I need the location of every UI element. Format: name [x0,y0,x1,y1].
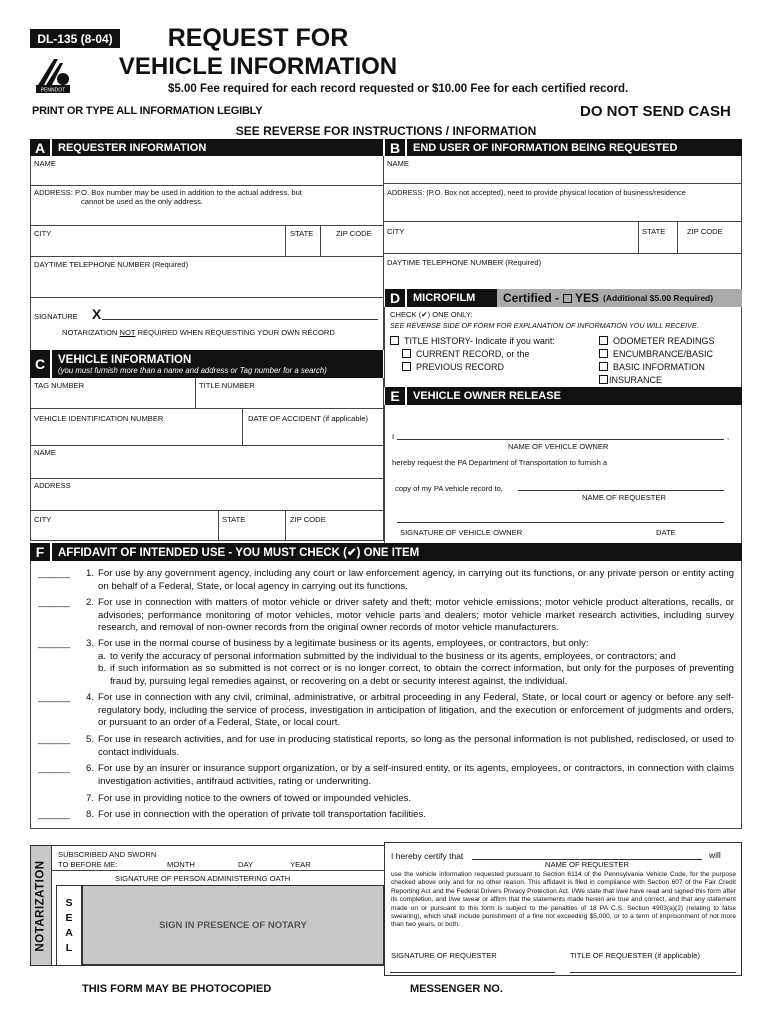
sub-text: to verify the accuracy of personal information submitted by the individual to the business or its agents, employees, or contractors; and [110,650,676,662]
seal-letter: A [65,926,73,939]
note-not: NOT [119,328,136,337]
divider [30,185,384,186]
requester-signature-line[interactable] [390,972,555,973]
item-number: 2. [86,597,95,608]
tag-number-field[interactable]: TAG NUMBER [34,381,85,390]
owner-name-caption: NAME OF VEHICLE OWNER [508,442,609,451]
divider [242,408,243,445]
seal-letter: E [65,911,73,924]
divider [30,297,384,298]
encumbrance-option[interactable] [599,349,713,359]
use-item-4[interactable] [38,692,734,730]
section-c-header [30,350,383,378]
before-me-label: TO BEFORE ME: [58,860,118,869]
insurance-option[interactable] [599,375,662,385]
title-line-2: VEHICLE INFORMATION [118,53,398,80]
subscribed-label: SUBSCRIBED AND SWORN [58,850,157,859]
end-user-name-field[interactable]: NAME [387,159,409,168]
section-letter: C [30,350,52,378]
item-text: For use by any government agency, including any court or law enforcement agency, in carrying out its functions, or any private person or entity acting on behalf of a Federal, State, or local agency in carrying out its functions. [98,568,734,592]
use-item-1[interactable] [38,568,734,593]
section-d-box [384,307,742,387]
item-number: 3. [86,638,95,649]
title-line-1: REQUEST FOR [167,24,349,52]
additional-fee-label: (Additional $5.00 Required) [603,293,714,303]
address-label: ADDRESS: [34,188,73,197]
section-title: REQUESTER INFORMATION [58,141,207,154]
item-number: 8. [86,809,95,820]
end-user-state-field[interactable]: STATE [642,227,666,236]
sub-text: if such information as so submitted is not correct or is no longer correct, to obtain the correct information, but only for the purposes of preventing fraud by, pursuing legal remedies against, or recovering on a debt or security interest against, the individual. [110,663,734,687]
divider [30,225,384,226]
use-item-6[interactable] [38,763,734,788]
photocopy-note: THIS FORM MAY BE PHOTOCOPIED [82,983,272,995]
owner-address-field[interactable]: ADDRESS [34,481,71,490]
section-c-box [30,378,384,541]
section-letter: F [30,543,52,561]
section-title: MICROFILM [413,292,476,304]
title-history-option[interactable] [390,336,555,346]
seal-letter: S [65,896,73,909]
use-item-5[interactable] [38,734,734,759]
yes-label: YES [575,291,600,305]
item-text: For use in the normal course of business by a legitimate business or its agents, employees, or contractors, but only: [98,638,589,649]
requester-name-field[interactable]: NAME [34,159,56,168]
requester-zip-field[interactable]: ZIP CODE [336,229,372,238]
sub-label: b. [98,663,107,675]
requester-name-line[interactable] [518,490,724,491]
item-text: For use in research activities, and for use in producing statistical reports, so long as the personal information is not published, redisclosed, or used to contact individuals. [98,734,734,758]
year-field[interactable]: YEAR [290,860,311,869]
requester-title-caption: TITLE OF REQUESTER (if applicable) [570,951,700,960]
check-blank[interactable]: ______ [38,597,71,608]
owner-name-field[interactable]: NAME [34,448,56,457]
form-number [30,29,120,48]
section-b-header [385,139,742,156]
end-user-phone-field[interactable]: DAYTIME TELEPHONE NUMBER (Required) [387,258,542,267]
checkbox[interactable] [402,349,411,358]
section-title: VEHICLE INFORMATION [58,353,192,366]
checkbox[interactable] [599,336,608,345]
owner-zip-field[interactable]: ZIP CODE [290,515,326,524]
svg-text:PENNDOT: PENNDOT [40,87,66,93]
day-field[interactable]: DAY [238,860,254,869]
check-one-label: CHECK (✔) ONE ONLY: [390,310,473,319]
checkbox[interactable] [599,375,608,384]
owner-name-line[interactable] [397,439,724,440]
certify-text: I hereby certify that [391,851,464,861]
month-field[interactable]: MONTH [167,860,195,869]
owner-state-field[interactable]: STATE [222,515,246,524]
divider [30,408,384,409]
end-user-zip-field[interactable]: ZIP CODE [687,227,723,236]
item-text: For use by an insurer or insurance support organization, or by a self-insured entity, or its agents, employees, or contractors, in connection with claims investigation activities, antifraud activities, rating or underwriting. [98,763,734,787]
section-letter: E [385,387,407,405]
section-e-header [385,387,742,405]
owner-signature-caption: SIGNATURE OF VEHICLE OWNER [400,528,523,537]
owner-signature-line[interactable] [397,522,724,523]
item-number: 7. [86,793,95,804]
note-part: NOTARIZATION [62,328,120,337]
item-text: For use in connection with any civil, criminal, administrative, or arbitral proceeding in any Federal, State, or local court or agency or before any self-regulatory body, including the service of process, investigation in anticipation of litigation, and the execution or enforcement of judgments and orders, or pursuant to an order of a Federal, State, or local court. [98,692,734,729]
signature-label: SIGNATURE [34,312,78,321]
option-label: CURRENT RECORD, or the [416,349,530,359]
option-label: PREVIOUS RECORD [416,362,505,372]
divider [218,510,219,540]
address-note: P.O. Box number may be used in addition to the actual address, but [74,188,302,197]
use-item-2[interactable] [38,597,734,635]
item-number: 6. [86,763,95,774]
odometer-option[interactable] [599,336,715,346]
divider [320,225,321,256]
checkbox[interactable] [402,362,411,371]
certification-body: use the vehicle information requested pursuant to Section 6114 of the Pennsylvania Vehicle Code, for the purpose checked above only and for no other reason. This affidavit is filed in compliance with Section 607 of the Fair Credit Reporting Act and the Federal Drivers Privacy Protection Act. I/We state that I/we have read and signed this form after its completion, and I/we swear or affirm that the statements made herein are true and correct, and that any statement made on or pursuant to this form is subject to the penalties of 18 PA C.S. Section 4903(a)(2) (relating to false swearing), which shall include punishment of a fine not exceeding $5,000, or to a term of imprisonment of not more than two years, or both. [391,871,736,929]
item-number: 4. [86,692,95,703]
section-subtitle: (you must furnish more than a name and address or Tag number for a search) [58,365,327,375]
requester-state-field[interactable]: STATE [290,229,314,238]
end-user-city-field[interactable]: CITY [387,227,405,236]
requester-city-field[interactable]: CITY [34,229,52,238]
signature-x: X [92,306,102,322]
messenger-number-field[interactable]: MESSENGER NO. [410,983,503,995]
section-letter: D [385,289,407,307]
requester-signature-caption: SIGNATURE OF REQUESTER [391,951,497,960]
vin-field[interactable]: VEHICLE IDENTIFICATION NUMBER [34,414,164,423]
divider [30,256,384,257]
title-number-field[interactable]: TITLE NUMBER [199,381,255,390]
option-label: TITLE HISTORY- Indicate if you want: [404,336,555,346]
sign-notice: SIGN IN PRESENCE OF NOTARY [159,919,307,931]
address-note-2: cannot be used as the only address. [81,197,204,206]
divider [195,378,196,408]
divider [30,510,384,511]
option-label: BASIC INFORMATION [613,362,705,372]
section-title: AFFIDAVIT OF INTENDED USE - YOU MUST CHECK (✔) ONE ITEM [58,547,420,559]
requester-phone-field[interactable]: DAYTIME TELEPHONE NUMBER (Required) [34,260,189,269]
item-text: For use in providing notice to the owners of towed or impounded vehicles. [98,793,412,804]
hereby-text: hereby request the PA Department of Transportation to furnish a [392,458,608,467]
penndot-logo [36,55,70,93]
item-text: For use in connection with the operation of private toll transportation facilities. [98,809,426,820]
section-b-box [384,156,742,289]
accident-date-field[interactable]: DATE OF ACCIDENT (if applicable) [248,414,368,423]
previous-record-option[interactable] [402,362,504,372]
section-f-header [30,543,742,561]
owner-city-field[interactable]: CITY [34,515,52,524]
section-title: END USER OF INFORMATION BEING REQUESTED [413,141,678,154]
divider [677,221,678,253]
seal-letter: L [65,941,73,954]
notary-sign-area[interactable] [82,885,384,965]
check-blank[interactable]: ______ [38,692,71,703]
item-text: For use in connection with matters of motor vehicle or driver safety and theft; motor vehicle emissions; motor vehicle product alterations, recalls, or advisories; performance monitoring of motor vehicles, motor vehicle parts and dealers; motor vehicle market research activities, including survey research, and removal of non-owner records from the original owner records of motor vehicle manufacturers. [98,597,734,634]
item-number: 1. [86,568,95,579]
print-note: PRINT OR TYPE ALL INFORMATION LEGIBLY [32,105,263,117]
basic-information-option[interactable] [599,362,705,372]
certified-yes-checkbox[interactable] [563,294,572,303]
use-item-7[interactable] [38,793,734,806]
i-label: I [392,432,395,441]
date-caption: DATE [656,528,676,537]
check-blank[interactable] [38,793,86,806]
requester-title-line[interactable] [570,972,736,973]
sub-label: a. [98,650,107,662]
form-number-text: DL-135 (8-04) [37,31,113,46]
oath-signature-field[interactable]: SIGNATURE OF PERSON ADMINISTERING OATH [115,874,291,883]
fee-note: $5.00 Fee required for each record requested or $10.00 Fee for each certified record. [168,83,629,95]
requester-name-caption: NAME OF REQUESTER [582,493,666,502]
option-label: ODOMETER READINGS [613,336,715,346]
divider [52,870,385,871]
option-label: INSURANCE [609,375,663,385]
check-blank[interactable]: ______ [38,809,71,820]
see-reverse-note: SEE REVERSE SIDE OF FORM FOR EXPLANATION OF INFORMATION YOU WILL RECEIVE. [390,321,699,330]
notarization-side [31,846,52,965]
divider [384,183,742,184]
divider [285,225,286,256]
check-blank[interactable]: ______ [38,568,71,579]
section-letter: B [385,139,407,156]
option-label: ENCUMBRANCE/BASIC [613,349,714,359]
comma: , [727,432,730,441]
certified-label: Certified - [503,291,560,305]
will-text: will [709,850,721,860]
requester-address-field[interactable] [34,188,302,206]
divider [384,221,742,222]
notarization-label: NOTARIZATION [35,859,48,952]
section-a-header [30,139,383,156]
current-record-option[interactable] [402,349,529,359]
use-item-3[interactable] [38,638,734,688]
checkbox[interactable] [599,362,608,371]
use-item-8[interactable] [38,809,734,822]
seal-box [56,885,82,966]
note-part: REQUIRED WHEN REQUESTING YOUR OWN RECORD [135,328,335,337]
divider [384,253,742,254]
check-blank[interactable]: ______ [38,638,71,649]
section-letter: A [30,139,52,156]
copy-text: copy of my PA vehicle record to, [395,484,503,493]
checkbox[interactable] [390,336,399,345]
reverse-note: SEE REVERSE FOR INSTRUCTIONS / INFORMATION [235,124,537,138]
cash-note: DO NOT SEND CASH [580,103,731,120]
section-title: VEHICLE OWNER RELEASE [413,390,561,402]
check-blank[interactable]: ______ [38,763,71,774]
checkbox[interactable] [599,349,608,358]
item-number: 5. [86,734,95,745]
divider [638,221,639,253]
check-blank[interactable]: ______ [38,734,71,745]
divider [30,478,384,479]
section-d-header [385,289,742,307]
signature-line[interactable] [102,319,378,320]
notarization-note [62,328,335,337]
divider [30,445,384,446]
divider [285,510,286,540]
end-user-address-field[interactable]: ADDRESS: (P.O. Box not accepted), need to provide physical location of business/residence [387,188,686,197]
requester-name-caption: NAME OF REQUESTER [545,860,629,869]
